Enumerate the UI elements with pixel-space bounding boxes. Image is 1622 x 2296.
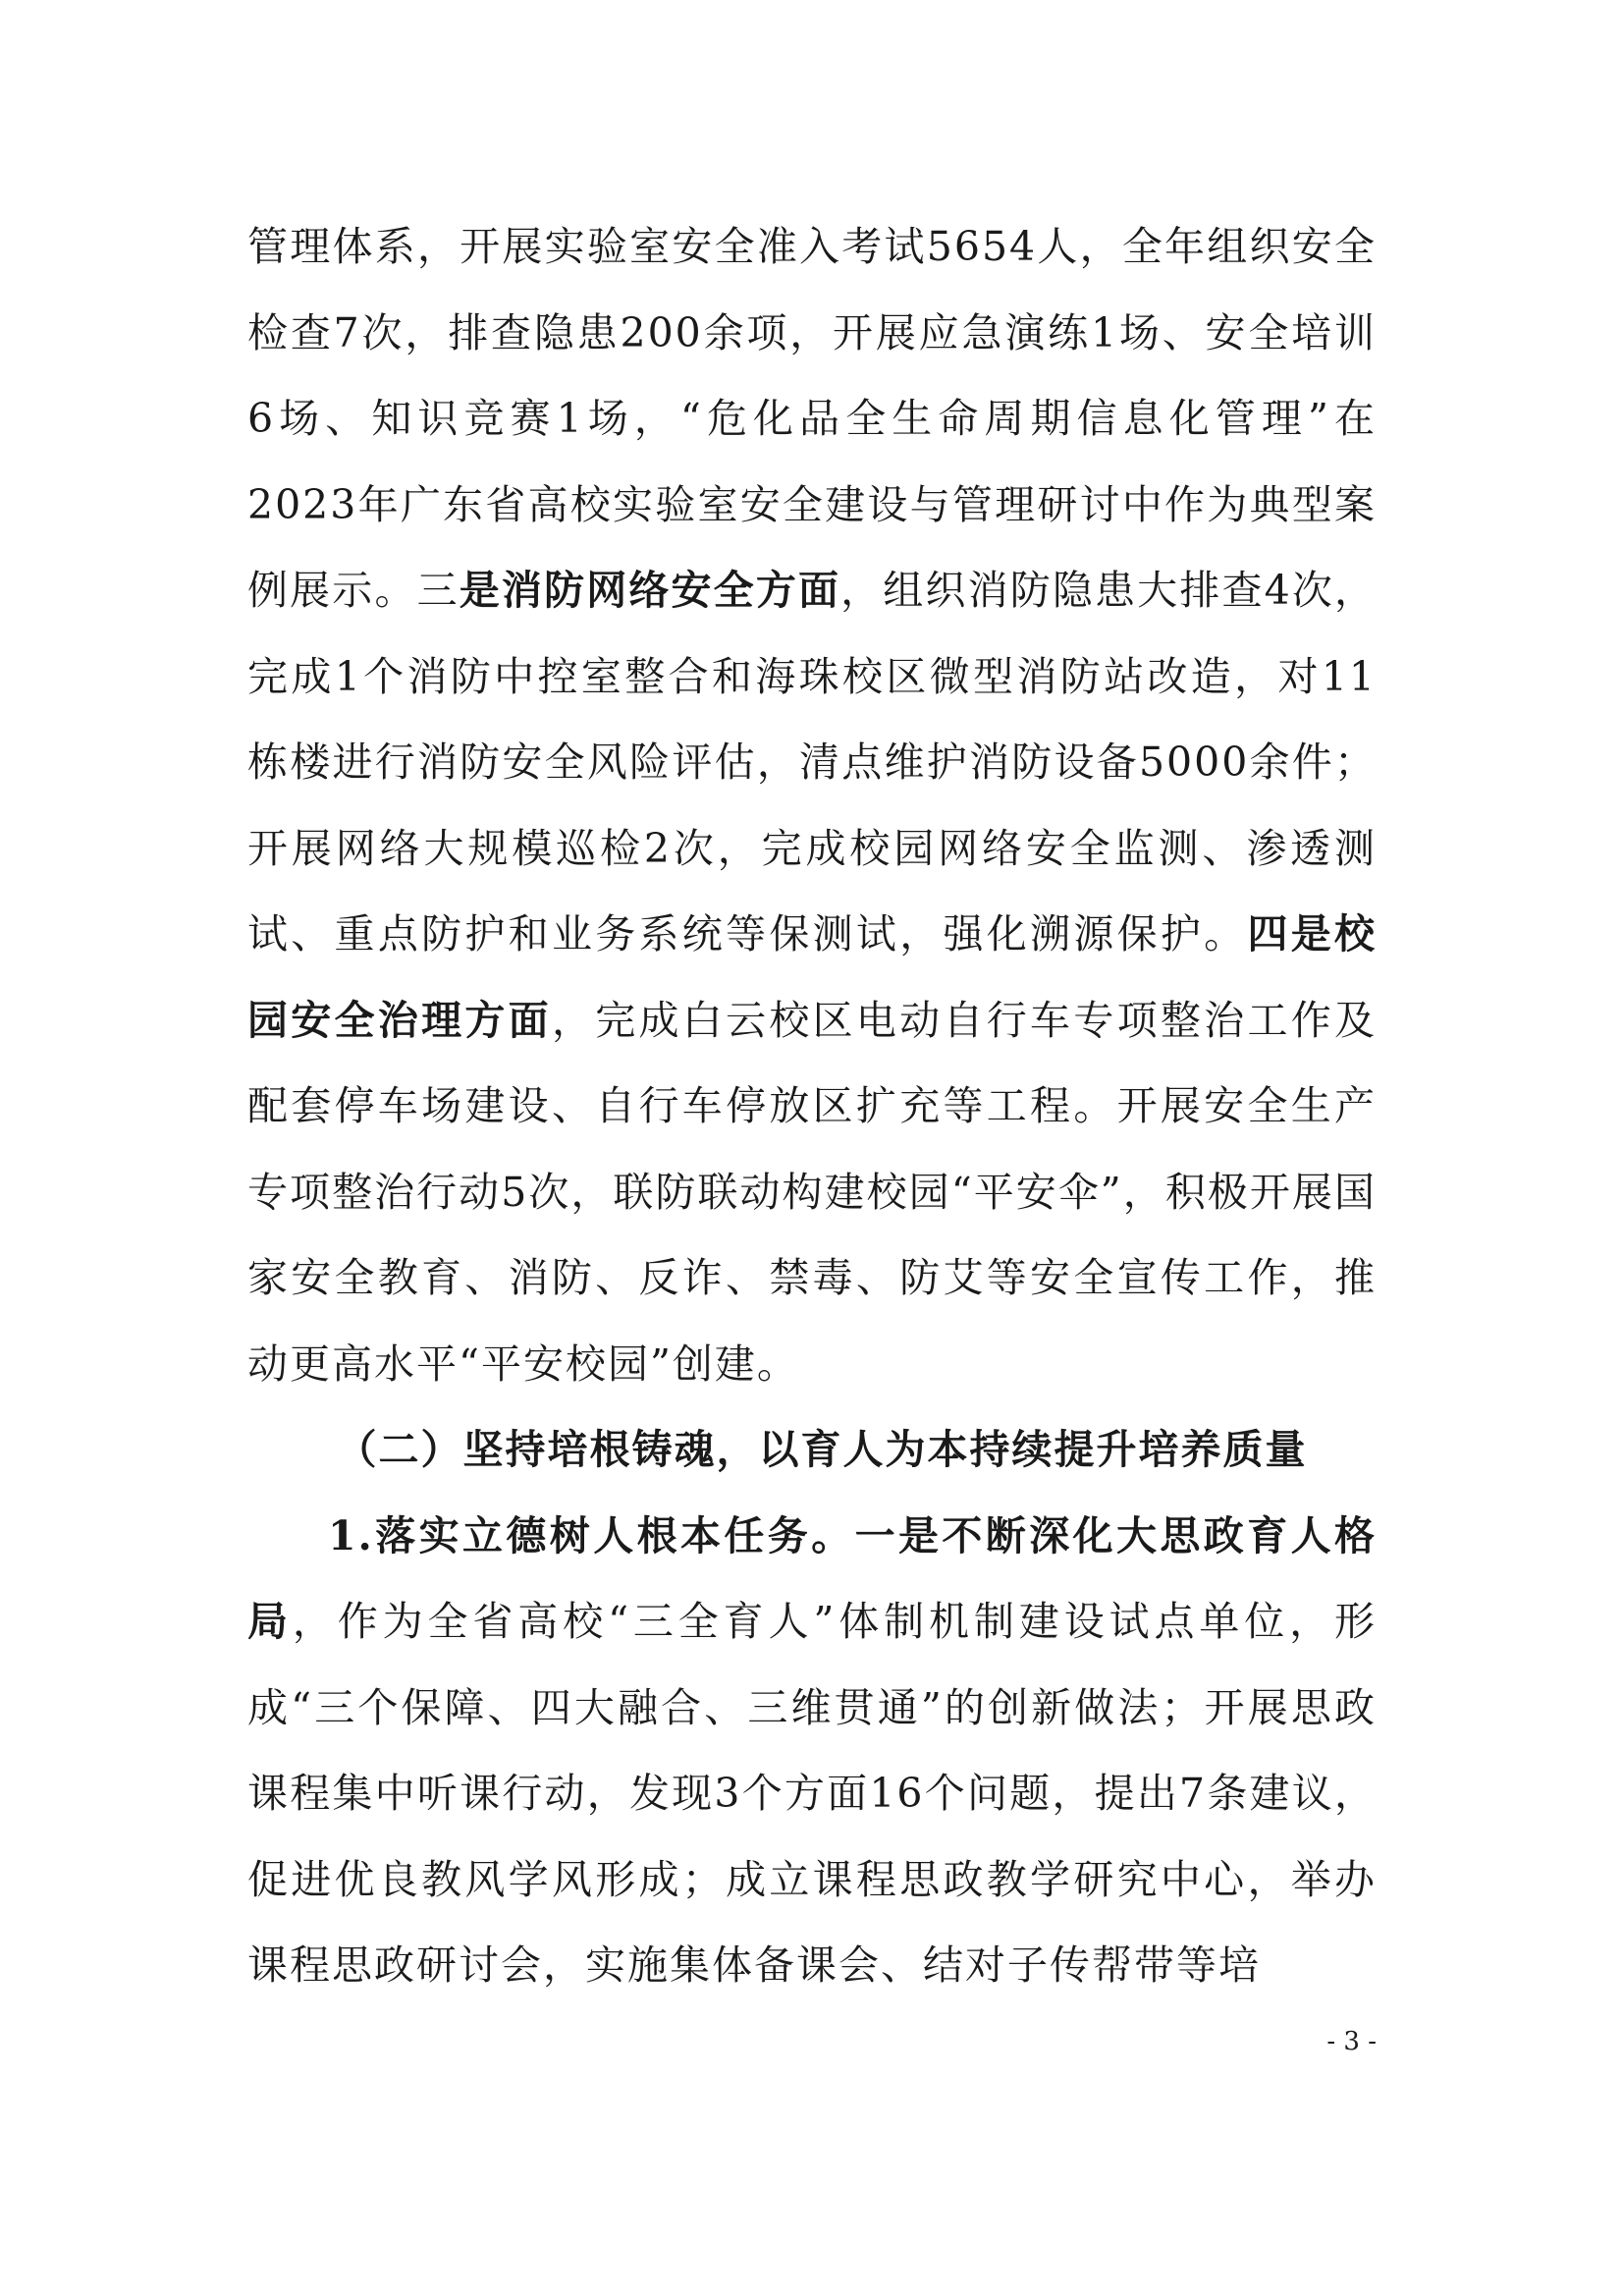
paragraph-text: ，组织消防隐患大排查4次，完成1个消防中控室整合和海珠校区微型消防站改造，对11栋楼进行消防安全风险评估，清点维护消防设备5000余件；开展网络大规模巡检2次，完成校园网络安全监测、渗透测试、重点防护和业务系统等保测试，强化溯源保护。 — [247, 567, 1378, 957]
bold-lead-fire-network-safety: 是消防网络安全方面 — [459, 567, 841, 614]
paragraph-text: ，完成白云校区电动自行车专项整治工作及配套停车场建设、自行车停放区扩充等工程。开展安全生产专项整治行动5次，联防联动构建校园“平安伞”，积极开展国家安全教育、消防、反诈、禁毒、防艾等安全宣传工作，推动更高水平“平安校园”创建。 — [247, 996, 1378, 1388]
bold-lead-moral-education: 1.落实立德树人根本任务。一是不断深化大思政育人格局 — [247, 1511, 1377, 1645]
bold-lead-campus-safety-governance: 四是校园安全治理方面 — [247, 910, 1377, 1044]
page-number: - 3 - — [1326, 2027, 1377, 2056]
paragraph-text: 管理体系，开展实验室安全准入考试5654人，全年组织安全检查7次，排查隐患200余项，开展应急演练1场、安全培训6场、知识竞赛1场，“危化品全生命周期信息化管理”在2023年广东省高校实验室安全建设与管理研讨中作为典型案例展示。三 — [247, 223, 1377, 614]
paragraph-safety-management — [247, 204, 1377, 1407]
paragraph-text: ，作为全省高校“三全育人”体制机制建设试点单位，形成“三个保障、四大融合、三维贯通”的创新做法；开展思政课程集中听课行动，发现3个方面16个问题，提出7条建议，促进优良教风学风形成；成立课程思政教学研究中心，举办课程思政研讨会，实施集体备课会、结对子传帮带等培 — [247, 1598, 1378, 1989]
paragraph-moral-education — [247, 1494, 1377, 2009]
section-heading: （二）坚持培根铸魂，以育人为本持续提升培养质量 — [336, 1426, 1308, 1473]
document-body — [247, 204, 1377, 2009]
